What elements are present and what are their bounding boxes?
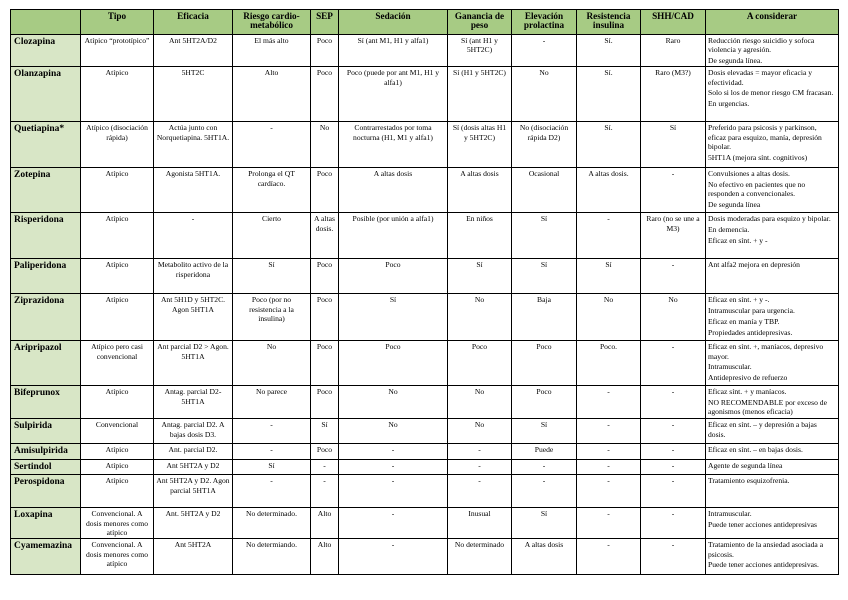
col-ganancia-header: Ganancia de peso [448, 10, 512, 35]
cell-sep: Poco [311, 444, 339, 460]
table-body [11, 35, 839, 575]
cell-sedacion: Contrarrestados por toma nocturna (H1, M1 y alfa1) [339, 122, 448, 168]
note-line: Eficaz en sínt. +, maníacos, depresivo mayor. [708, 342, 824, 361]
cell-considerar [706, 386, 839, 419]
col-prolactina-header: Elevación prolactina [512, 10, 577, 35]
note-line: Eficaz sínt. + y maníacos. [708, 387, 787, 397]
cell-resistencia: Poco. [577, 341, 641, 386]
cell-considerar [706, 213, 839, 259]
cell-prolactina: - [512, 459, 577, 475]
cell-sedacion: No [339, 419, 448, 444]
note-line: No efectivo en pacientes que no responden a convencionales. [708, 180, 806, 199]
note-line: 5HT1A (mejora sínt. cognitivos) [708, 152, 808, 162]
drug-name: Loxapina [11, 508, 81, 539]
cell-sep: Poco [311, 168, 339, 213]
note-line: Tratamiento de la ansiedad asociada a psicosis. [708, 540, 824, 559]
table-row [11, 444, 839, 460]
cell-considerar [706, 122, 839, 168]
note-line: En demencia. [708, 225, 750, 234]
col-eficacia-header: Eficacia [154, 10, 233, 35]
cell-sedacion: A altas dosis [339, 168, 448, 213]
cell-prolactina: - [512, 475, 577, 508]
cell-considerar [706, 475, 839, 508]
drug-name: Aripripazol [11, 341, 81, 386]
cell-riesgo: No determiando. [233, 539, 311, 575]
cell-eficacia: Ant 5HT2A [154, 539, 233, 575]
cell-resistencia: - [577, 475, 641, 508]
table-row [11, 213, 839, 259]
note-line: Agente de segunda línea [708, 460, 783, 470]
cell-eficacia: Actúa junto con Norquetiapina. 5HT1A. [154, 122, 233, 168]
cell-eficacia: 5HT2C [154, 67, 233, 122]
drug-name: Bifeprunox [11, 386, 81, 419]
cell-sep: Poco [311, 35, 339, 67]
note-line: NO RECOMENDABLE por exceso de agonismos (menos eficacia) [708, 398, 827, 417]
cell-riesgo: Poco (por no resistencia a la insulina) [233, 294, 311, 341]
cell-shh: - [641, 341, 706, 386]
note-line: Eficaz en sínt. + y -. [708, 295, 770, 305]
cell-ganancia: Sí (H1 y 5HT2C) [448, 67, 512, 122]
cell-considerar [706, 67, 839, 122]
cell-ganancia: En niños [448, 213, 512, 259]
cell-shh: - [641, 508, 706, 539]
drug-name: Risperidona [11, 213, 81, 259]
cell-prolactina: A altas dosis [512, 539, 577, 575]
header-row [11, 10, 839, 35]
cell-riesgo: Alto [233, 67, 311, 122]
cell-sep: Poco [311, 294, 339, 341]
cell-shh: - [641, 459, 706, 475]
note-line: Eficaz en manía y TBP. [708, 316, 780, 326]
cell-shh: - [641, 444, 706, 460]
cell-sedacion: Sí [339, 294, 448, 341]
table-row [11, 539, 839, 575]
cell-riesgo: Sí [233, 459, 311, 475]
cell-sedacion: - [339, 475, 448, 508]
cell-sedacion: - [339, 539, 448, 575]
cell-eficacia: Ant. 5HT2A y D2 [154, 508, 233, 539]
note-line: Antidepresivo de refuerzo [708, 373, 788, 382]
cell-ganancia: Sí [448, 259, 512, 294]
cell-eficacia: Agonista 5HT1A. [154, 168, 233, 213]
table-row [11, 508, 839, 539]
drug-name: Amisulpirida [11, 444, 81, 460]
cell-ganancia: - [448, 459, 512, 475]
cell-tipo: Atípico (disociación rápida) [81, 122, 154, 168]
drug-name: Sulpirida [11, 419, 81, 444]
cell-eficacia: Antag. parcial D2. A bajas dosis D3. [154, 419, 233, 444]
cell-considerar [706, 168, 839, 213]
cell-sedacion: Sí (ant M1, H1 y alfa1) [339, 35, 448, 67]
table-row [11, 168, 839, 213]
cell-tipo: Atípico [81, 475, 154, 508]
cell-sedacion: Posible (por unión a alfa1) [339, 213, 448, 259]
cell-shh: Sí [641, 122, 706, 168]
cell-sep: - [311, 459, 339, 475]
cell-prolactina: Poco [512, 386, 577, 419]
cell-riesgo: - [233, 475, 311, 508]
drug-name: Quetiapina* [11, 122, 81, 168]
cell-eficacia: Antag. parcial D2-5HT1A [154, 386, 233, 419]
cell-prolactina: Sí [512, 508, 577, 539]
cell-eficacia: - [154, 213, 233, 259]
cell-eficacia: Metabolito activo de la risperidona [154, 259, 233, 294]
cell-resistencia: Sí. [577, 35, 641, 67]
drug-name: Olanzapina [11, 67, 81, 122]
col-riesgo-header: Riesgo cardio-metabólico [233, 10, 311, 35]
cell-shh: Raro [641, 35, 706, 67]
cell-ganancia: Sí (dosis altas H1 y 5HT2C) [448, 122, 512, 168]
cell-riesgo: - [233, 419, 311, 444]
note-line: Eficaz en sínt. – y depresión a bajas dosis. [708, 420, 817, 439]
cell-shh: - [641, 259, 706, 294]
cell-considerar [706, 419, 839, 444]
cell-riesgo: - [233, 444, 311, 460]
cell-tipo: Atípico [81, 259, 154, 294]
drug-name: Zotepina [11, 168, 81, 213]
cell-prolactina: Ocasional [512, 168, 577, 213]
note-line: Eficaz en sínt. – en bajas dosis. [708, 445, 803, 455]
cell-resistencia: Sí. [577, 122, 641, 168]
cell-prolactina: No (disociación rápida D2) [512, 122, 577, 168]
cell-sep: Poco [311, 259, 339, 294]
drug-name: Perospidona [11, 475, 81, 508]
drug-name: Sertindol [11, 459, 81, 475]
cell-sep: Alto [311, 539, 339, 575]
table-row [11, 459, 839, 475]
note-line: Ant alfa2 mejora en depresión [708, 260, 800, 270]
note-line: Puede tener acciones antidepresivas. [708, 560, 819, 570]
note-line: Dosis moderadas para esquizo y bipolar. [708, 214, 831, 224]
cell-sep: No [311, 122, 339, 168]
cell-ganancia: Sí (ant H1 y 5HT2C) [448, 35, 512, 67]
table-row [11, 341, 839, 386]
cell-sep: A altas dosis. [311, 213, 339, 259]
cell-tipo: Convencional [81, 419, 154, 444]
note-line: Propiedades antidepresivas. [708, 327, 793, 337]
cell-resistencia: Sí [577, 259, 641, 294]
drug-name: Cyamemazina [11, 539, 81, 575]
cell-ganancia: Inusual [448, 508, 512, 539]
cell-ganancia: No [448, 419, 512, 444]
cell-tipo: Atípico pero casi convencional [81, 341, 154, 386]
col-shh-header: SHH/CAD [641, 10, 706, 35]
table-row [11, 386, 839, 419]
note-line: Dosis elevadas = mayor eficacia y efectividad. [708, 68, 813, 87]
table-row [11, 419, 839, 444]
cell-resistencia: - [577, 419, 641, 444]
note-line: Intramuscular para urgencia. [708, 306, 795, 315]
cell-ganancia: No [448, 386, 512, 419]
cell-prolactina: Puede [512, 444, 577, 460]
cell-riesgo: No determinado. [233, 508, 311, 539]
cell-sep: Sí [311, 419, 339, 444]
note-line: Solo si los de menor riesgo CM fracasan. [708, 88, 834, 98]
note-line: Convulsiones a altas dosis. [708, 169, 790, 179]
col-considerar-header: A considerar [706, 10, 839, 35]
note-line: De segunda línea [708, 200, 761, 209]
cell-eficacia: Ant 5HT2A y D2. Agon parcial 5HT1A [154, 475, 233, 508]
cell-tipo: Convencional. A dosis menores como atípico [81, 539, 154, 575]
cell-considerar [706, 35, 839, 67]
cell-resistencia: - [577, 459, 641, 475]
cell-shh: - [641, 386, 706, 419]
antipsychotics-table [10, 9, 839, 575]
note-line: Eficaz en sínt. + y - [708, 235, 768, 245]
note-line: En urgencias. [708, 99, 750, 108]
cell-eficacia: Ant 5H1D y 5HT2C. Agon 5HT1A [154, 294, 233, 341]
cell-eficacia: Ant 5HT2A/D2 [154, 35, 233, 67]
cell-prolactina: No [512, 67, 577, 122]
cell-prolactina: Sí [512, 259, 577, 294]
cell-sedacion: - [339, 444, 448, 460]
cell-tipo: Atípico “prototípico” [81, 35, 154, 67]
cell-shh: - [641, 419, 706, 444]
cell-resistencia: - [577, 213, 641, 259]
table-row [11, 35, 839, 67]
cell-sep: Poco [311, 67, 339, 122]
table-row [11, 67, 839, 122]
cell-sep: Poco [311, 386, 339, 419]
cell-tipo: Convencional. A dosis menores como atípico [81, 508, 154, 539]
note-line: Tratamiento esquizofrenia. [708, 476, 790, 486]
cell-resistencia: - [577, 539, 641, 575]
note-line: De segunda línea. [708, 56, 763, 65]
cell-riesgo: No [233, 341, 311, 386]
cell-ganancia: - [448, 475, 512, 508]
cell-tipo: Atípico [81, 168, 154, 213]
table-row [11, 475, 839, 508]
cell-prolactina: Sí [512, 419, 577, 444]
cell-resistencia: - [577, 508, 641, 539]
cell-sedacion: No [339, 386, 448, 419]
cell-ganancia: No determinado [448, 539, 512, 575]
cell-tipo: Atípico [81, 444, 154, 460]
cell-riesgo: Sí [233, 259, 311, 294]
drug-name: Ziprazidona [11, 294, 81, 341]
cell-considerar [706, 459, 839, 475]
table-row [11, 294, 839, 341]
corner-cell-header [11, 10, 81, 35]
cell-sep: Alto [311, 508, 339, 539]
cell-shh: Raro (no se une a M3) [641, 213, 706, 259]
cell-riesgo: No parece [233, 386, 311, 419]
cell-shh: - [641, 539, 706, 575]
cell-considerar [706, 539, 839, 575]
cell-shh: - [641, 168, 706, 213]
table-row [11, 122, 839, 168]
cell-ganancia: A altas dosis [448, 168, 512, 213]
cell-tipo: Atípico [81, 213, 154, 259]
cell-considerar [706, 259, 839, 294]
drug-name: Paliperidona [11, 259, 81, 294]
cell-eficacia: Ant 5HT2A y D2 [154, 459, 233, 475]
col-resistencia-header: Resistencia insulina [577, 10, 641, 35]
cell-ganancia: Poco [448, 341, 512, 386]
cell-prolactina: - [512, 35, 577, 67]
cell-ganancia: - [448, 444, 512, 460]
cell-ganancia: No [448, 294, 512, 341]
cell-resistencia: A altas dosis. [577, 168, 641, 213]
col-sep-header: SEP [311, 10, 339, 35]
cell-resistencia: - [577, 444, 641, 460]
drug-name: Clozapina [11, 35, 81, 67]
cell-resistencia: - [577, 386, 641, 419]
cell-eficacia: Ant. parcial D2. [154, 444, 233, 460]
col-sedacion-header: Sedación [339, 10, 448, 35]
cell-considerar [706, 341, 839, 386]
cell-considerar [706, 508, 839, 539]
cell-tipo: Atípico [81, 459, 154, 475]
cell-resistencia: No [577, 294, 641, 341]
note-line: Reducción riesgo suicidio y sofoca violencia y agresión. [708, 36, 815, 55]
cell-eficacia: Ant parcial D2 > Agon. 5HT1A [154, 341, 233, 386]
cell-tipo: Atípico [81, 386, 154, 419]
cell-sedacion: - [339, 459, 448, 475]
col-tipo-header: Tipo [81, 10, 154, 35]
cell-considerar [706, 294, 839, 341]
cell-prolactina: Baja [512, 294, 577, 341]
cell-sep: Poco [311, 341, 339, 386]
cell-tipo: Atípico [81, 67, 154, 122]
cell-riesgo: Cierto [233, 213, 311, 259]
cell-prolactina: Sí [512, 213, 577, 259]
cell-riesgo: - [233, 122, 311, 168]
note-line: Puede tener acciones antidepresivas [708, 520, 818, 530]
cell-considerar [706, 444, 839, 460]
cell-riesgo: Prolonga el QT cardíaco. [233, 168, 311, 213]
cell-sedacion: Poco [339, 259, 448, 294]
cell-shh: No [641, 294, 706, 341]
cell-sep: - [311, 475, 339, 508]
table-row [11, 259, 839, 294]
cell-sedacion: - [339, 508, 448, 539]
cell-shh: Raro (M3?) [641, 67, 706, 122]
cell-riesgo: El más alto [233, 35, 311, 67]
note-line: Intramuscular. [708, 362, 752, 372]
cell-tipo: Atípico [81, 294, 154, 341]
cell-resistencia: Sí. [577, 67, 641, 122]
note-line: Preferido para psicosis y parkinson, eficaz para esquizo, manía, depresión bipolar. [708, 123, 822, 151]
cell-sedacion: Poco [339, 341, 448, 386]
cell-sedacion: Poco (puede por ant M1, H1 y alfa1) [339, 67, 448, 122]
note-line: Intramuscular. [708, 509, 752, 519]
cell-prolactina: Poco [512, 341, 577, 386]
cell-shh: - [641, 475, 706, 508]
